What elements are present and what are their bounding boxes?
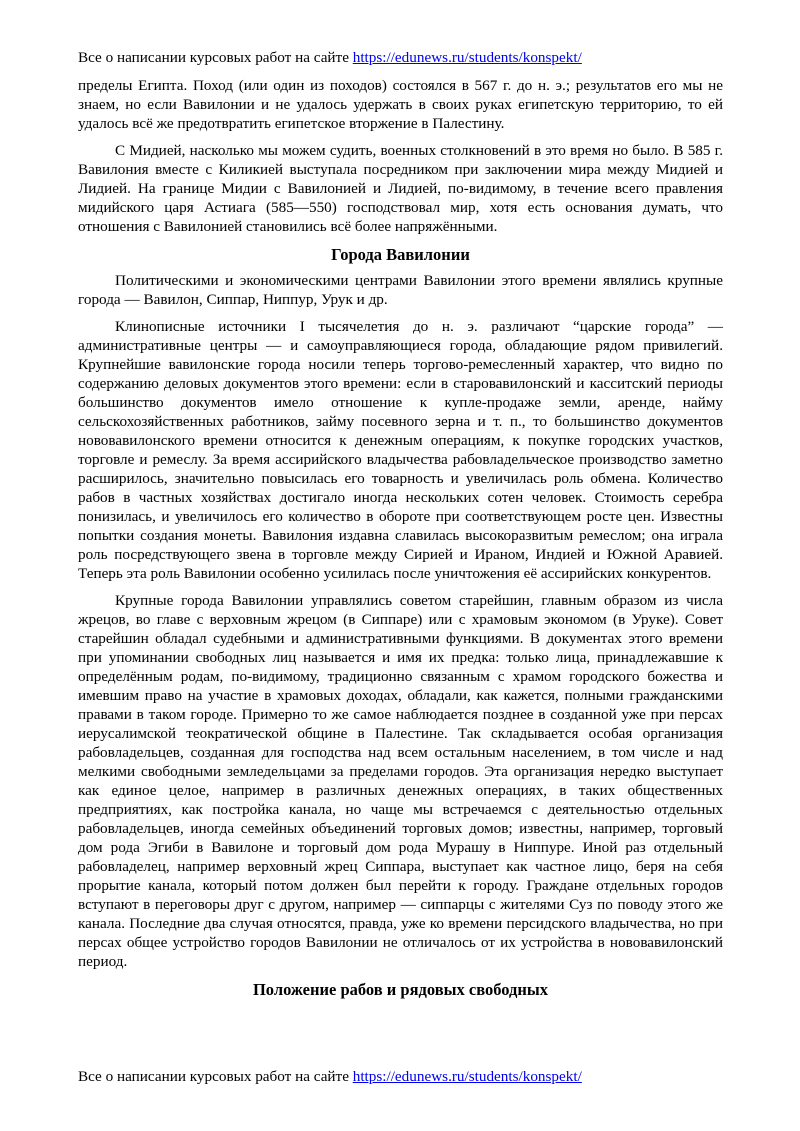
page-header [78, 49, 582, 67]
footer-link[interactable]: https://edunews.ru/students/konspekt/ [352, 1068, 582, 1085]
paragraph-1: пределы Египта. Поход (или один из походов) состоялся в 567 г. до н. э.; результатов его мы не знаем, но если Вавилонии и не удалось удержать в своих руках египетскую территорию, то ей удалось всё же предотвратить египетское вторжение в Палестину. [78, 77, 723, 132]
section-heading-slaves: Положение рабов и рядовых свободных [252, 980, 549, 999]
header-link[interactable]: https://edunews.ru/students/konspekt/ [352, 49, 582, 66]
paragraph-4: Клинописные источники I тысячелетия до н. э. различают “царские города” — административные центры — и самоуправляющиеся города, обладающие рядом привилегий. Крупнейшие вавилонские города носили теперь торгово-ремесленный характер, что видно по содержанию деловых документов этого времени: если в старовавилонский и касситский периоды большинство документов имело отношение к купле-продаже земли, аренде, найму сельскохозяйственных работников, займу посевного зерна и т. п., то большинство документов нововавилонского времени относится к денежным операциям, к покупке городских участков, торговле и ремеслу. За время ассирийского владычества рабовладельческое производство заметно расширилось, значительно повысилась его товарность и увеличилась роль обмена. Количество рабов в частных хозяйствах достигало иногда нескольких сотен человек. Стоимость серебра понизилась, и увеличилось его количество в обороте при соответствующем росте цен. Известны попытки создания монеты. Вавилония издавна славилась высокоразвитым ремеслом; она играла роль посредствующего звена в торговле между Сирией и Ираном, Индией и Южной Аравией. Теперь эта роль Вавилонии особенно усилилась после уничтожения её ассирийских конкурентов. [78, 318, 723, 582]
document-body [78, 76, 723, 1006]
paragraph-5: Крупные города Вавилонии управлялись советом старейшин, главным образом из числа жрецов, во главе с верховным жрецом (в Сиппаре) или с храмовым экономом (в Уруке). Совет старейшин обладал судебными и административными функциями. В документах этого времени при упоминании свободных лиц называется и имя их предка: только лица, принадлежавшие к определённым родам, по-видимому, традиционно связанным с храмом городского божества и имевшим право на участие в храмовых доходах, обладали, как кажется, полными гражданскими правами в таком городе. Примерно то же самое наблюдается позднее в созданной уже при персах иерусалимской теократической общине в Палестине. Так складывается особая организация рабовладельцев, созданная для господства над всем остальным населением, в том числе и над мелкими свободными земледельцами за пределами городов. Эта организация нередко выступает как единое целое, например в различных денежных операциях, в таких общественных предприятиях, как постройка канала, но чаще мы встречаемся с деятельностью отдельных рабовладельцев, иногда семейных объединений торговых домов; известны, например, торговый дом рода Эгиби в Вавилоне и торговый дом рода Мурашу в Ниппуре. Иной раз отдельный рабовладелец, например верховный жрец Сиппара, выступает как частное лицо, беря на себя прорытие канала, который потом должен был перейти к городу. Граждане отдельных городов вступают в переговоры друг с другом, например — сиппарцы с жителями Суз по поводу этого же канала. Последние два случая относятся, правда, уже ко времени персидского владычества, но при персах общее устройство городов Вавилонии не отличалось от их устройства в нововавилонский период. [78, 592, 723, 970]
header-text: Все о написании курсовых работ на сайте [78, 49, 353, 66]
footer-text: Все о написании курсовых работ на сайте [78, 1068, 353, 1085]
paragraph-2: С Мидией, насколько мы можем судить, военных столкновений в это время но было. В 585 г. Вавилония вместе с Киликией выступала посредником при заключении мира между Мидией и Лидией. На границе Мидии с Вавилонией и Лидией, по-видимому, в течение всего правления мидийского царя Астиага (585—550) господствовал мир, хотя есть основания думать, что отношения с Вавилонией становились всё более напряжёнными. [78, 142, 723, 235]
paragraph-3: Политическими и экономическими центрами Вавилонии этого времени являлись крупные города — Вавилон, Сиппар, Ниппур, Урук и др. [78, 272, 723, 308]
page-footer [78, 1068, 582, 1086]
section-heading-cities: Города Вавилонии [331, 245, 470, 264]
